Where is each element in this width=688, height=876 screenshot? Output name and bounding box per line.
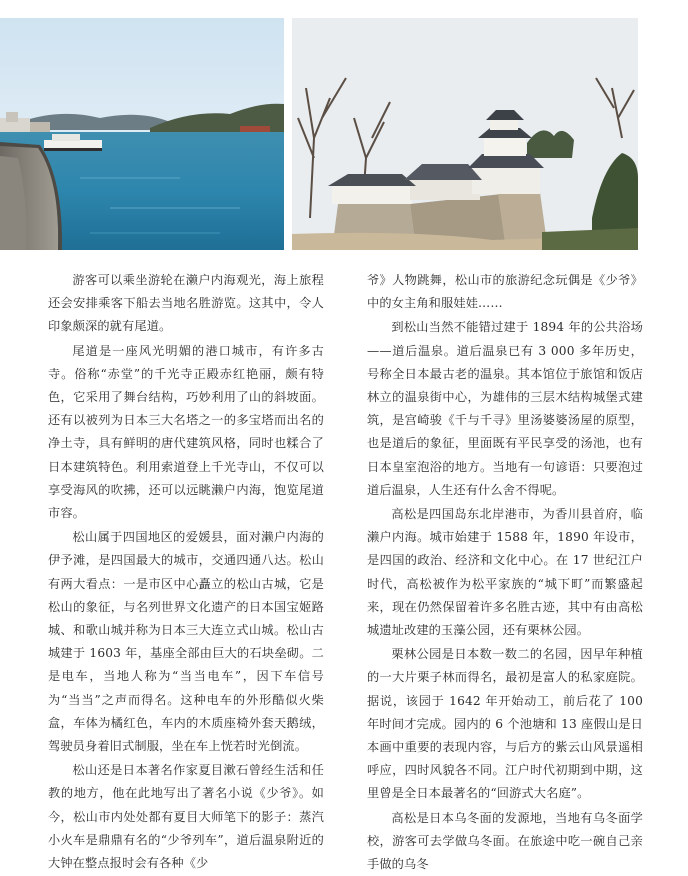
paragraph: 高松是日本乌冬面的发源地，当地有乌冬面学校，游客可去学做乌冬面。在旅途中吃一碗自己亲手做的乌冬 (367, 810, 643, 872)
paragraph: 松山还是日本著名作家夏目漱石曾经生活和任教的地方，他在此地写出了著名小说《少爷》。如今，松山市内处处都有夏目大师笔下的影子：蒸汽小火车是鼎鼎有名的“少爷列车”，道后温泉附近的大钟在整点报时会有各种《少 (48, 763, 324, 871)
paragraph: 高松是四国岛东北岸港市，为香川县首府，临濑户内海。城市始建于 1588 年，1890 年设市，是四国的政治、经济和文化中心。在 17 世纪江户时代，高松被作为松平家族的“城下町”而繁盛起来，现在仍然保留着许多名胜古迹，其中有由高松城遗址改建的玉藻公园，还有栗林公园。 (367, 507, 643, 638)
castle-photo (292, 18, 638, 250)
castle-illustration (292, 18, 638, 250)
article-column-left (48, 269, 324, 875)
harbor-photo (0, 18, 284, 250)
article-column-right (367, 269, 643, 876)
paragraph: 到松山当然不能错过建于 1894 年的公共浴场——道后温泉。道后温泉已有 3 000 多年历史，号称全日本最古老的温泉。其本馆位于旅馆和饭店林立的温泉街中心，为雄伟的三层木结构城堡式建筑，是宫崎骏《千与千寻》里汤婆婆汤屋的原型，也是道后的象征，里面既有平民享受的汤池，也有日本皇室泡浴的地方。当地有一句谚语：只要泡过道后温泉，人生还有什么舍不得呢。 (367, 320, 643, 497)
paragraph-continued: 爷》人物跳舞，松山市的旅游纪念玩偶是《少爷》中的女主角和服娃娃…… (367, 273, 643, 311)
paragraph: 尾道是一座风光明媚的港口城市，有许多古寺。俗称“赤堂”的千光寺正殿赤红艳丽，颇有特色，它采用了舞台结构，巧妙利用了山的斜坡面。还有以被列为日本三大名塔之一的多宝塔而出名的净土寺，具有鲜明的唐代建筑风格，同时也糅合了日本建筑特色。利用索道登上千光寺山，不仅可以享受海风的吹拂，还可以远眺濑户内海，饱览尾道市容。 (48, 343, 324, 521)
paragraph: 栗林公园是日本数一数二的名园，因早年种植的一大片栗子林而得名，最初是富人的私家庭院。据说，该园于 1642 年开始动工，前后花了 100 年时间才完成。园内的 6 个池塘和 13 座假山是日本画中重要的表现内容，与后方的紫云山风景遥相呼应，四时风貌各不同。江户时代初期到中期，这里曾是全日本最著名的“回游式大名庭”。 (367, 647, 643, 801)
paragraph: 游客可以乘坐游轮在濑户内海观光，海上旅程还会安排乘客下船去当地名胜游览。这其中，令人印象颇深的就有尾道。 (48, 273, 324, 334)
paragraph: 松山属于四国地区的爱媛县，面对濑户内海的伊予滩，是四国最大的城市，交通四通八达。松山有两大看点：一是市区中心矗立的松山古城，它是松山的象征，与名列世界文化遗产的日本国宝姬路城、和歌山城并称为日本三大连立式山城。松山古城建于 1603 年，基座全部由巨大的石块垒砌。二是电车，当地人称为“当当电车”，因下车信号为“当当”之声而得名。这种电车的外形酷似火柴盒，车体为橘红色，车内的木质座椅外套天鹅绒，驾驶员身着旧式制服，坐在车上恍若时光倒流。 (48, 530, 324, 754)
harbor-illustration (0, 18, 284, 250)
